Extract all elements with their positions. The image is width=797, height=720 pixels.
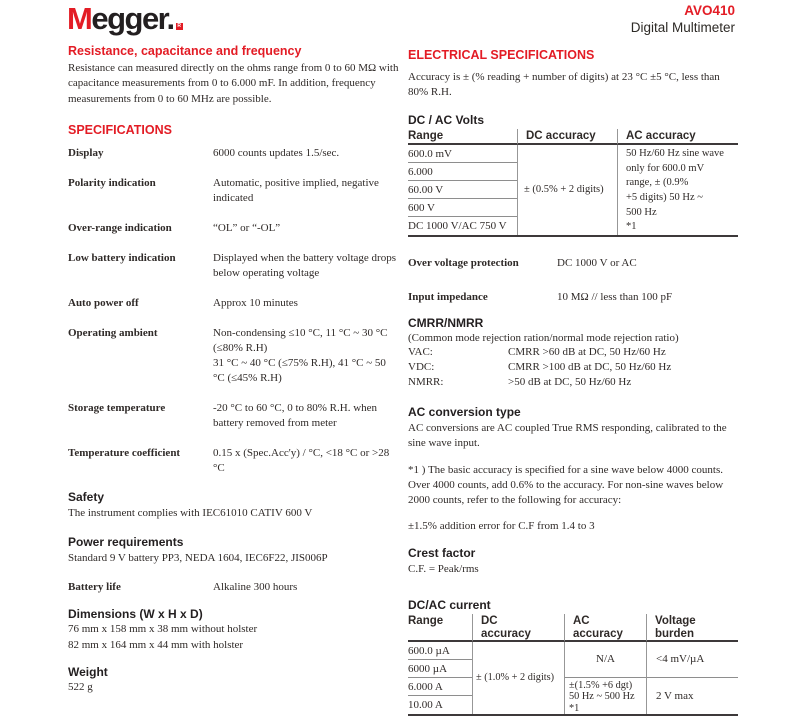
current-header-ac-accuracy bbox=[564, 614, 646, 642]
ac-accuracy-line: *1 bbox=[569, 703, 580, 715]
spec-value: 6000 counts updates 1.5/sec. bbox=[213, 147, 340, 160]
spec-value-line: Non-condensing ≤10 °C, 11 °C ~ 30 °C (≤80% R.H) bbox=[213, 327, 388, 355]
volts-ac-accuracy-cell bbox=[617, 145, 738, 235]
spec-label: Operating ambient bbox=[68, 327, 158, 340]
cmrr-value: CMRR >100 dB at DC, 50 Hz/60 Hz bbox=[508, 360, 672, 373]
registered-trademark-icon: R bbox=[177, 23, 181, 29]
current-range-cell: 6.000 A bbox=[408, 678, 472, 696]
accuracy-note: Accuracy is ± (% reading + number of digits) at 23 °C ±5 °C, less than 80% R.H. bbox=[408, 71, 720, 99]
spec-value: Automatic, positive implied, negative indicated bbox=[213, 177, 379, 205]
spec-label: Over-range indication bbox=[68, 222, 172, 235]
current-dc-accuracy-cell: ± (1.0% + 2 digits) bbox=[472, 642, 564, 714]
power-requirements-heading: Power requirements bbox=[68, 534, 184, 549]
cmrr-heading: CMRR/NMRR bbox=[408, 315, 484, 330]
specifications-list bbox=[68, 146, 400, 476]
cmrr-row-vac bbox=[408, 345, 738, 360]
spec-row-auto-power-off bbox=[68, 296, 400, 311]
current-table-title: DC/AC current bbox=[408, 597, 491, 612]
volts-header-range: Range bbox=[408, 129, 517, 145]
voltage-burden-top-cell: <4 mV/µA bbox=[646, 642, 738, 678]
cmrr-subheading: (Common mode rejection ration/normal mode rejection ratio) bbox=[408, 331, 679, 344]
safety-heading: Safety bbox=[68, 490, 105, 505]
volts-range-cell: 60.00 V bbox=[408, 181, 517, 199]
cmrr-row-vdc bbox=[408, 360, 738, 375]
megger-logo bbox=[67, 1, 183, 37]
spec-value-line: 31 °C ~ 40 °C (≤75% R.H), 41 °C ~ 50 °C (≤45% R.H) bbox=[213, 357, 386, 385]
over-voltage-label: Over voltage protection bbox=[408, 256, 519, 269]
current-range-cell: 6000 µA bbox=[408, 660, 472, 678]
ac-accuracy-line: 500 Hz bbox=[626, 206, 657, 218]
ac-accuracy-line: only for 600.0 mV bbox=[626, 162, 705, 174]
footnote-2: ±1.5% addition error for C.F from 1.4 to 3 bbox=[408, 519, 595, 532]
volts-dc-accuracy-cell: ± (0.5% + 2 digits) bbox=[517, 145, 617, 235]
crest-factor-text: C.F. = Peak/rms bbox=[408, 563, 479, 576]
input-impedance-row bbox=[408, 290, 738, 305]
spec-row-storage-temperature bbox=[68, 401, 400, 431]
power-requirements-text: Standard 9 V battery PP3, NEDA 1604, IEC6F22, JIS006P bbox=[68, 551, 328, 564]
volts-range-cell: DC 1000 V/AC 750 V bbox=[408, 219, 507, 232]
volts-range-cell: 600 V bbox=[408, 199, 517, 217]
spec-label: Low battery indication bbox=[68, 252, 176, 265]
logo-letter-m: M bbox=[67, 1, 92, 36]
dc-ac-current-table bbox=[408, 614, 738, 716]
right-column bbox=[408, 48, 738, 716]
product-header bbox=[631, 3, 735, 35]
spec-row-display bbox=[68, 146, 400, 161]
spec-label: Storage temperature bbox=[68, 402, 166, 415]
crest-factor-heading: Crest factor bbox=[408, 546, 476, 561]
spec-row-low-battery bbox=[68, 251, 400, 281]
footnote-1: *1 ) The basic accuracy is specified for a sine wave below 4000 counts. Over 4000 counts, add 0.6% to the accuracy. For non-sine waves below 2000 counts, refer to the following for accuracy: bbox=[408, 463, 724, 507]
ac-accuracy-line: 50 Hz ~ 500 Hz bbox=[569, 691, 635, 703]
intro-heading: Resistance, capacitance and frequency bbox=[68, 44, 302, 58]
spec-label: Polarity indication bbox=[68, 177, 156, 190]
current-ac-accuracy-cell bbox=[564, 678, 646, 714]
input-impedance-value: 10 MΩ // less than 100 pF bbox=[557, 290, 673, 303]
spec-value: -20 °C to 60 °C, 0 to 80% R.H. when battery removed from meter bbox=[213, 402, 378, 430]
volts-header-ac-accuracy: AC accuracy bbox=[617, 129, 738, 145]
cmrr-label: NMRR: bbox=[408, 375, 444, 388]
spec-row-overrange bbox=[68, 221, 400, 236]
battery-life-row bbox=[68, 580, 400, 595]
battery-life-label: Battery life bbox=[68, 581, 121, 594]
spec-value: Displayed when the battery voltage drops below operating voltage bbox=[213, 252, 396, 280]
intro-paragraph: Resistance can measured directly on the ohms range from 0 to 60 MΩ with capacitance measurements from 0 to 6.000 mF. In addition, frequency measurements from 0 to 60 MHz are possible. bbox=[68, 62, 399, 105]
spec-row-temperature-coefficient bbox=[68, 446, 400, 476]
dimensions-heading: Dimensions (W x H x D) bbox=[68, 607, 203, 622]
current-range-cell: 600.0 µA bbox=[408, 642, 472, 660]
specifications-heading: SPECIFICATIONS bbox=[68, 123, 172, 138]
dimensions-line-2: 82 mm x 164 mm x 44 mm with holster bbox=[68, 639, 244, 652]
spec-value: Approx 10 minutes bbox=[213, 297, 298, 310]
cmrr-label: VAC: bbox=[408, 345, 433, 358]
volts-header-dc-accuracy: DC accuracy bbox=[517, 129, 617, 145]
logo-rest: egger bbox=[91, 1, 167, 36]
weight-heading: Weight bbox=[68, 665, 108, 680]
weight-value: 522 g bbox=[68, 681, 93, 694]
header-line: AC bbox=[573, 614, 590, 627]
cmrr-value: CMRR >60 dB at DC, 50 Hz/60 Hz bbox=[508, 345, 666, 358]
volts-range-cell: 600.0 mV bbox=[408, 145, 517, 163]
spec-label: Display bbox=[68, 147, 104, 160]
ac-accuracy-line: 50 Hz/60 Hz sine wave bbox=[626, 147, 724, 159]
over-voltage-value: DC 1000 V or AC bbox=[557, 256, 637, 269]
voltage-burden-bottom-cell: 2 V max bbox=[646, 678, 738, 714]
input-impedance-label: Input impedance bbox=[408, 290, 488, 303]
header-line: Voltage bbox=[655, 614, 696, 627]
current-header-dc-accuracy bbox=[472, 614, 564, 642]
product-subtitle: Digital Multimeter bbox=[630, 20, 735, 35]
header-line: accuracy bbox=[481, 627, 531, 640]
spec-row-polarity bbox=[68, 176, 400, 206]
dimensions-line-1: 76 mm x 158 mm x 38 mm without holster bbox=[68, 623, 258, 636]
dc-ac-volts-table bbox=[408, 129, 738, 237]
spec-value: 0.15 x (Spec.Acc'y) / °C, <18 °C or >28 °C bbox=[213, 447, 390, 475]
ac-accuracy-line: *1 bbox=[626, 221, 637, 233]
left-column bbox=[68, 44, 400, 695]
spec-label: Auto power off bbox=[68, 297, 139, 310]
ac-conversion-text: AC conversions are AC coupled True RMS responding, calibrated to the sine wave input. bbox=[408, 421, 727, 450]
logo-period: . bbox=[166, 1, 174, 36]
cmrr-row-nmrr bbox=[408, 375, 738, 390]
volts-table-title: DC / AC Volts bbox=[408, 112, 485, 127]
product-name: AVO410 bbox=[684, 3, 735, 18]
spec-row-operating-ambient bbox=[68, 326, 400, 386]
volts-range-cell: 6.000 bbox=[408, 163, 517, 181]
header-line: accuracy bbox=[573, 627, 623, 640]
battery-life-value: Alkaline 300 hours bbox=[213, 581, 298, 594]
cmrr-value: >50 dB at DC, 50 Hz/60 Hz bbox=[508, 375, 632, 388]
current-ac-accuracy-na-cell: N/A bbox=[564, 642, 646, 678]
ac-accuracy-line: ±(1.5% +6 dgt) bbox=[569, 679, 633, 691]
current-header-range: Range bbox=[408, 614, 472, 642]
cmrr-label: VDC: bbox=[408, 360, 435, 373]
spec-value: “OL” or “-OL” bbox=[213, 222, 281, 235]
header-line: burden bbox=[655, 627, 694, 640]
current-header-voltage-burden bbox=[646, 614, 738, 642]
safety-text: The instrument complies with IEC61010 CATIV 600 V bbox=[68, 507, 313, 520]
header-line: DC bbox=[481, 614, 498, 627]
electrical-specifications-heading: ELECTRICAL SPECIFICATIONS bbox=[408, 48, 595, 62]
ac-conversion-heading: AC conversion type bbox=[408, 404, 521, 419]
over-voltage-protection-row bbox=[408, 256, 738, 271]
spec-value bbox=[213, 326, 400, 386]
current-range-cell: 10.00 A bbox=[408, 698, 443, 711]
spec-label: Temperature coefficient bbox=[68, 447, 181, 460]
ac-accuracy-line: +5 digits) 50 Hz ~ bbox=[626, 191, 703, 203]
ac-accuracy-line: range, ± (0.9% bbox=[626, 177, 689, 189]
